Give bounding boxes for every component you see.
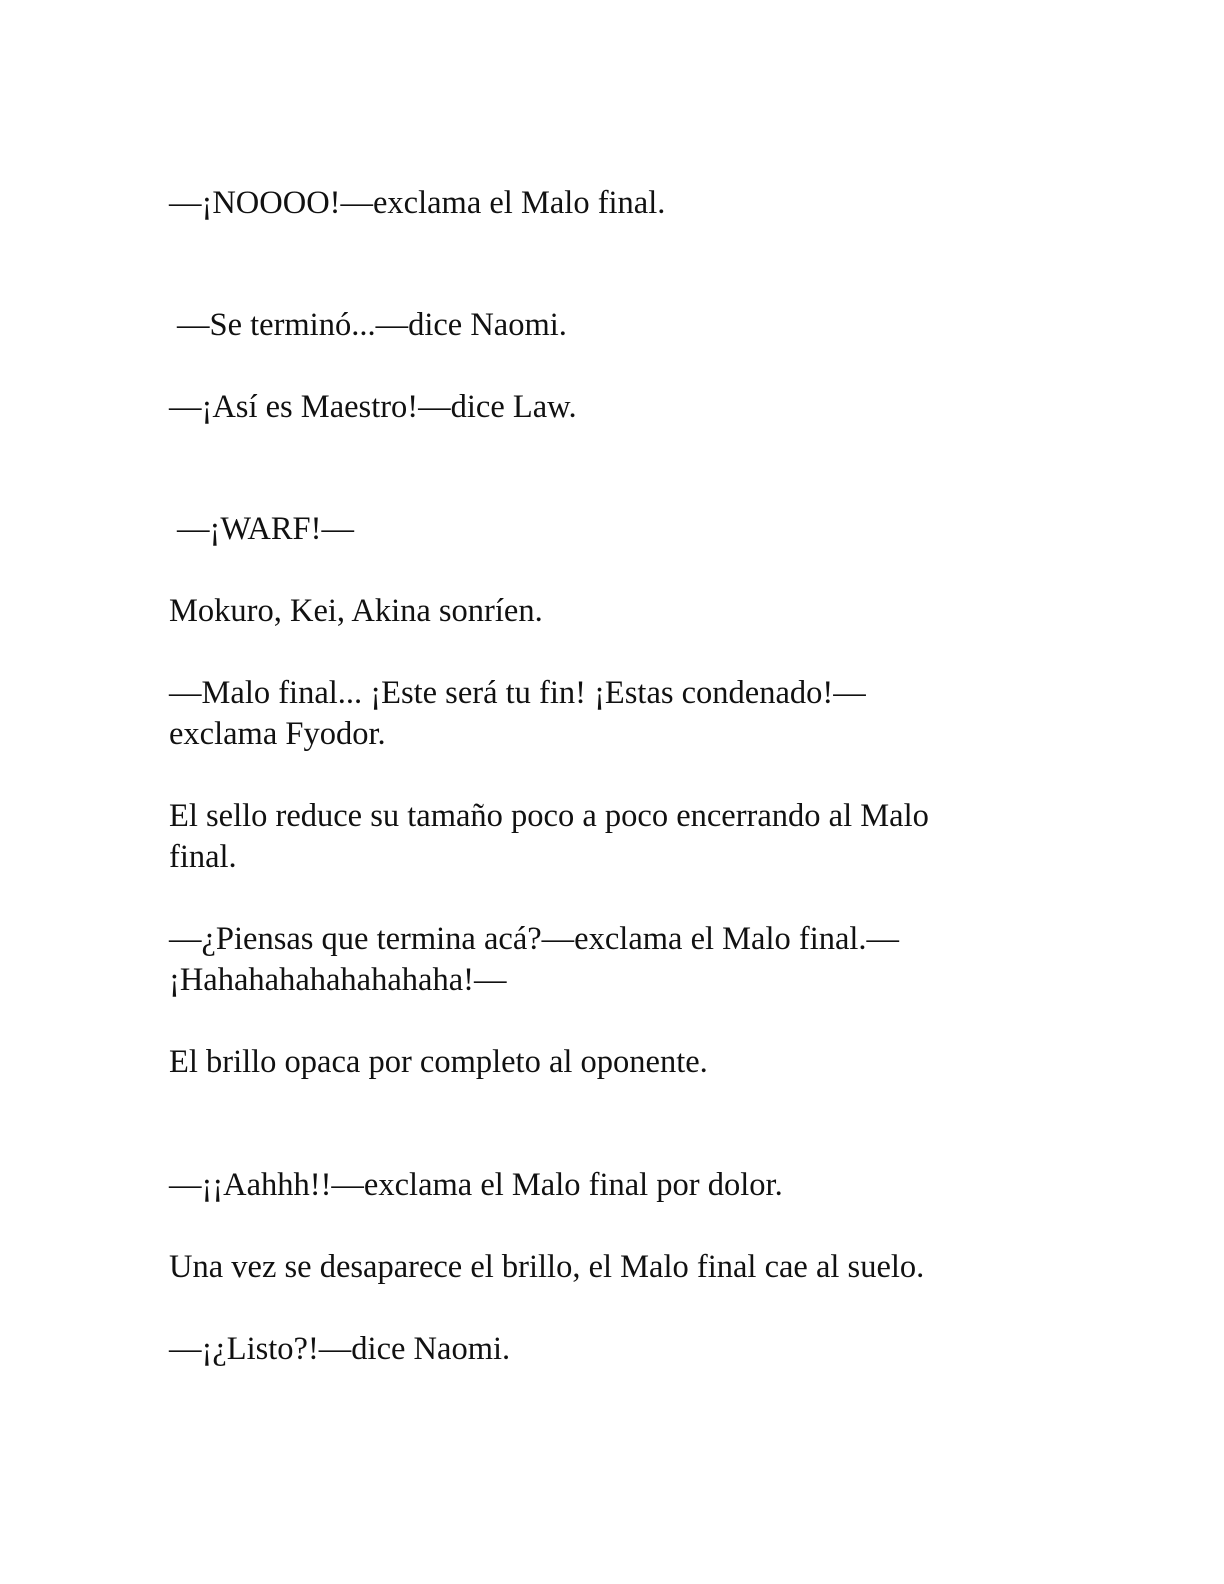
paragraph-line: —¡NOOOO!—exclama el Malo final. (169, 185, 666, 221)
paragraph-line: —¿Piensas que termina acá?—exclama el Malo final.— (169, 921, 900, 957)
paragraph-line: —¡¿Listo?!—dice Naomi. (169, 1331, 511, 1367)
paragraph-line: final. (169, 839, 237, 875)
paragraph-line: —¡Así es Maestro!—dice Law. (169, 389, 577, 425)
paragraph-line: —¡¡Aahhh!!—exclama el Malo final por dolor. (169, 1167, 783, 1203)
paragraph-line: Una vez se desaparece el brillo, el Malo final cae al suelo. (169, 1249, 925, 1285)
paragraph-line: El sello reduce su tamaño poco a poco encerrando al Malo (169, 798, 929, 834)
paragraph-line: —¡WARF!— (177, 511, 354, 547)
paragraph-line: ¡Hahahahahahahahaha!— (169, 962, 507, 998)
paragraph-line: —Se terminó...—dice Naomi. (177, 307, 567, 343)
paragraph-line: El brillo opaca por completo al oponente. (169, 1044, 708, 1080)
paragraph-line: exclama Fyodor. (169, 716, 386, 752)
paragraph-line: —Malo final... ¡Este será tu fin! ¡Estas condenado!— (169, 675, 866, 711)
paragraph-line: Mokuro, Kei, Akina sonríen. (169, 593, 543, 629)
